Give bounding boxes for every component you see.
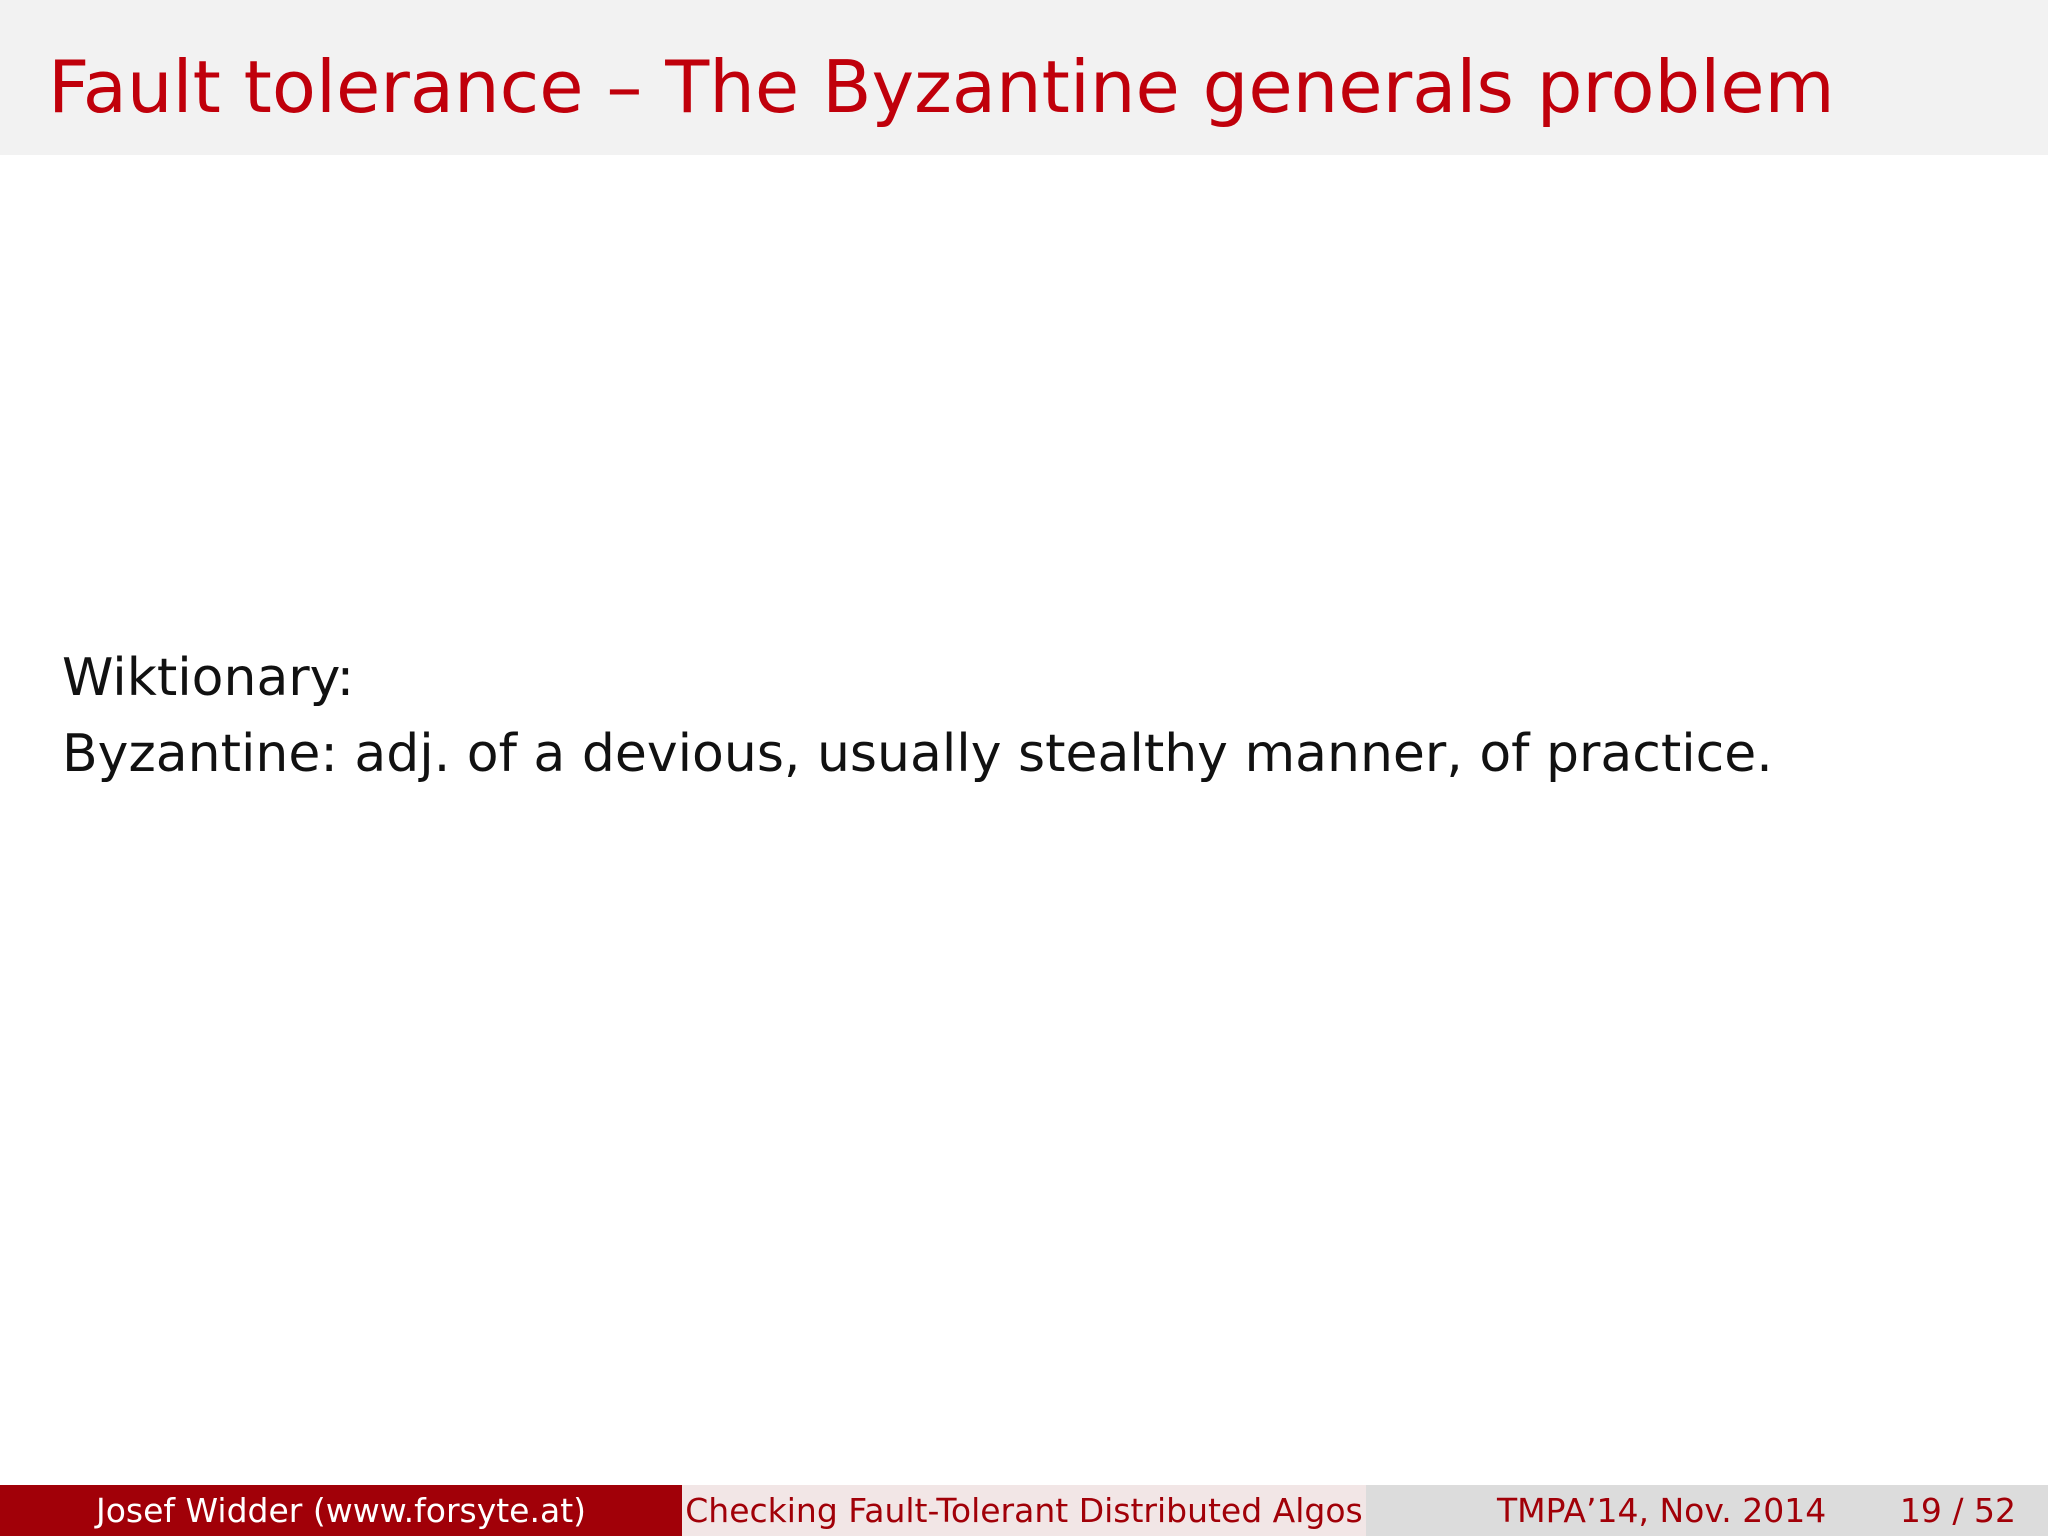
footer-info (1366, 1485, 2048, 1536)
body-line-wiktionary: Wiktionary: (62, 648, 355, 708)
footer-talk-title: Checking Fault-Tolerant Distributed Algos (682, 1485, 1366, 1536)
footer-event: TMPA’14, Nov. 2014 (1497, 1491, 1827, 1530)
body-line-definition: Byzantine: adj. of a devious, usually stealthy manner, of practice. (62, 724, 1773, 784)
footer (0, 1485, 2048, 1536)
slide-body (62, 640, 1773, 792)
slide-title: Fault tolerance – The Byzantine generals problem (48, 45, 1835, 129)
footer-page-number: 19 / 52 (1899, 1491, 2016, 1530)
footer-author: Josef Widder (www.forsyte.at) (0, 1485, 682, 1536)
title-bar (0, 0, 2048, 155)
